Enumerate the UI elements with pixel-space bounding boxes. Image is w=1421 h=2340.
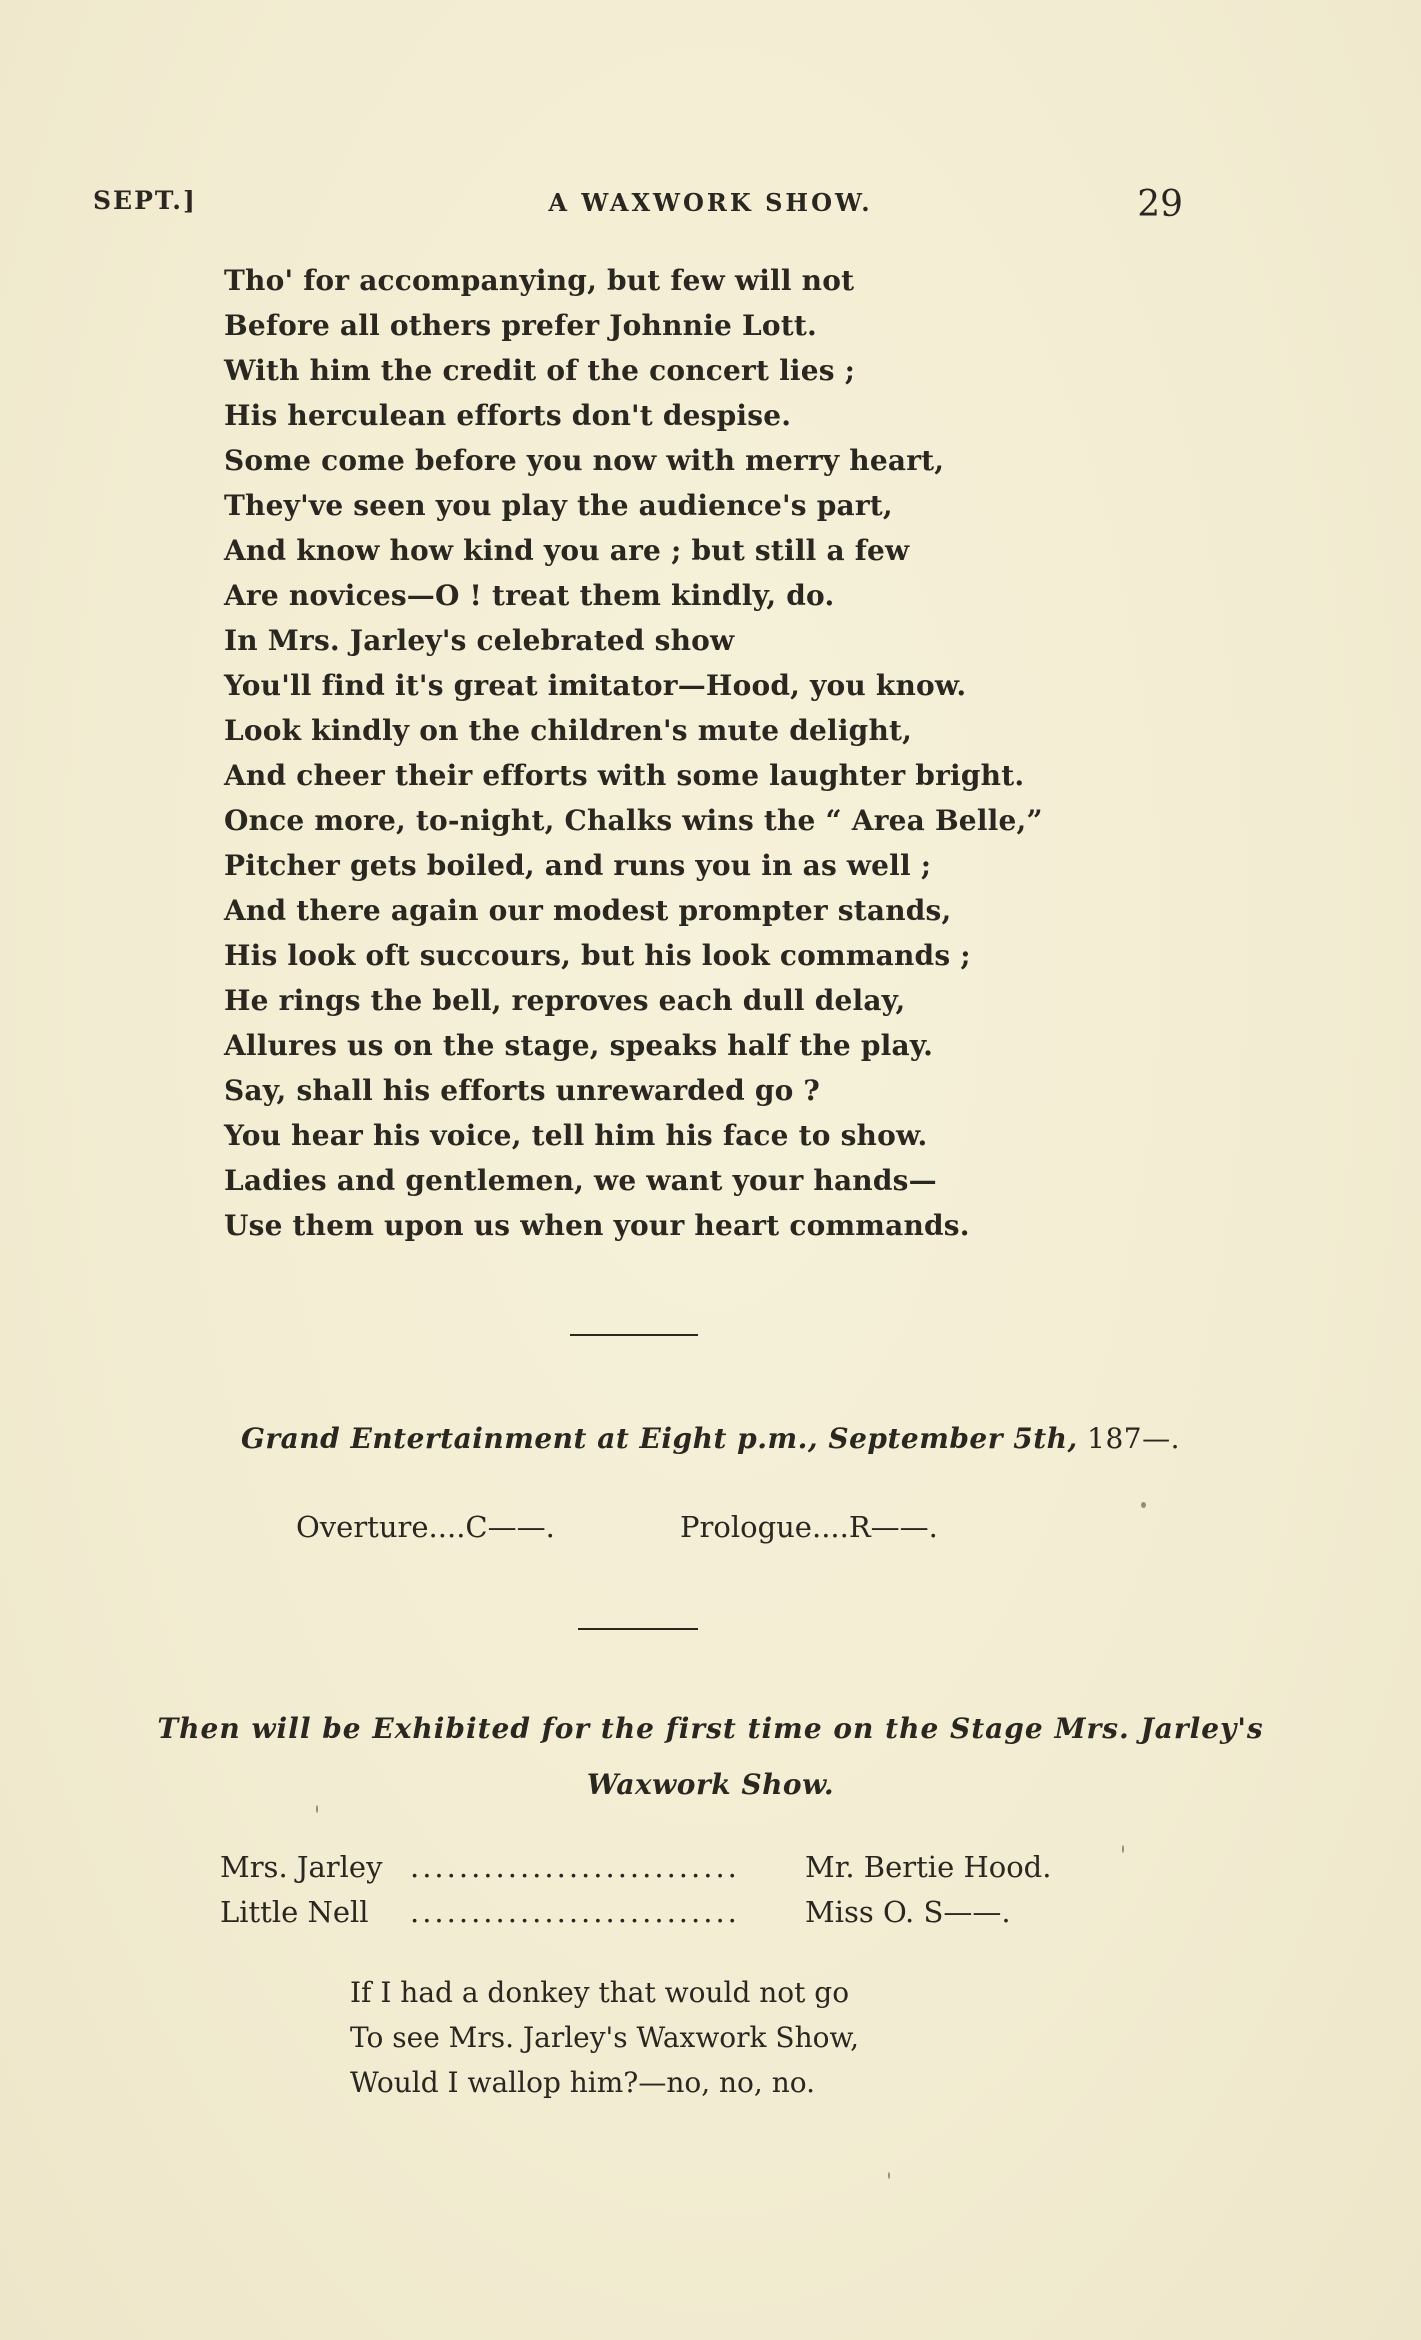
poem-line: Say, shall his efforts unrewarded go ? [224,1074,821,1107]
cast-role: Little Nell [220,1895,369,1929]
cast-role: Mrs. Jarley [220,1850,383,1884]
verse-line: If I had a donkey that would not go [350,1976,850,2009]
section-divider [578,1628,698,1630]
poem-line: And there again our modest prompter stands, [224,894,952,927]
cast-row [220,1850,1052,1890]
poem-line: Allures us on the stage, speaks half the play. [224,1029,934,1062]
poem-line: In Mrs. Jarley's celebrated show [224,624,735,657]
poem-line: Once more, to-night, Chalks wins the “ Area Belle,” [224,804,1043,837]
poem-line: You'll find it's great imitator—Hood, you know. [224,669,967,702]
paper-speck [888,2172,890,2179]
poem-line: They've seen you play the audience's part, [224,489,893,522]
exhibit-show-title: Waxwork Show. [586,1768,835,1801]
poem-line: His herculean efforts don't despise. [224,399,792,432]
poem-line: Look kindly on the children's mute delight, [224,714,913,747]
poem-line: With him the credit of the concert lies ; [224,354,856,387]
cast-actor: Miss O. S——. [805,1895,1011,1929]
page-number: 29 [1137,184,1183,225]
poem-line: He rings the bell, reproves each dull delay, [224,984,906,1017]
poem-line: And cheer their efforts with some laughter bright. [224,759,1025,792]
paper-speck [1141,1502,1146,1508]
exhibit-announcement: Then will be Exhibited for the first time on the Stage Mrs. Jarley's [157,1712,1264,1745]
closing-verse [350,1970,859,2105]
poem-line: His look oft succours, but his look commands ; [224,939,971,972]
poem-line: Ladies and gentlemen, we want your hands— [224,1164,937,1197]
cast-leader-dots: ........................... [410,1850,740,1884]
cast-row [220,1895,1052,1935]
paper-speck [1122,1845,1124,1853]
poem-line: Are novices—O ! treat them kindly, do. [224,579,835,612]
overture-entry: Overture....C——. [296,1510,555,1544]
poem-line: And know how kind you are ; but still a few [224,534,910,567]
prologue-entry: Prologue....R——. [680,1510,938,1544]
announcement-text: Grand Entertainment at Eight p.m., September 5th, [240,1422,1078,1455]
cast-actor: Mr. Bertie Hood. [805,1850,1052,1884]
paper-speck [316,1805,318,1813]
poem-line: Tho' for accompanying, but few will not [224,264,855,297]
running-head-title: A WAXWORK SHOW. [548,188,873,217]
running-head-month: SEPT.] [93,186,197,215]
poem-line: Before all others prefer Johnnie Lott. [224,309,818,342]
entertainment-announcement [0,1422,1421,1455]
cast-leader-dots: ........................... [410,1895,740,1929]
poem-line: You hear his voice, tell him his face to show. [224,1119,928,1152]
poem-line: Use them upon us when your heart commands. [224,1209,970,1242]
verse-line: Would I wallop him?—no, no, no. [350,2066,815,2099]
section-divider [570,1334,698,1336]
verse-line: To see Mrs. Jarley's Waxwork Show, [350,2021,860,2054]
announcement-year: 187—. [1087,1422,1180,1455]
poem-line: Pitcher gets boiled, and runs you in as well ; [224,849,932,882]
poem-line: Some come before you now with merry heart, [224,444,945,477]
prologue-poem [224,258,1043,1248]
